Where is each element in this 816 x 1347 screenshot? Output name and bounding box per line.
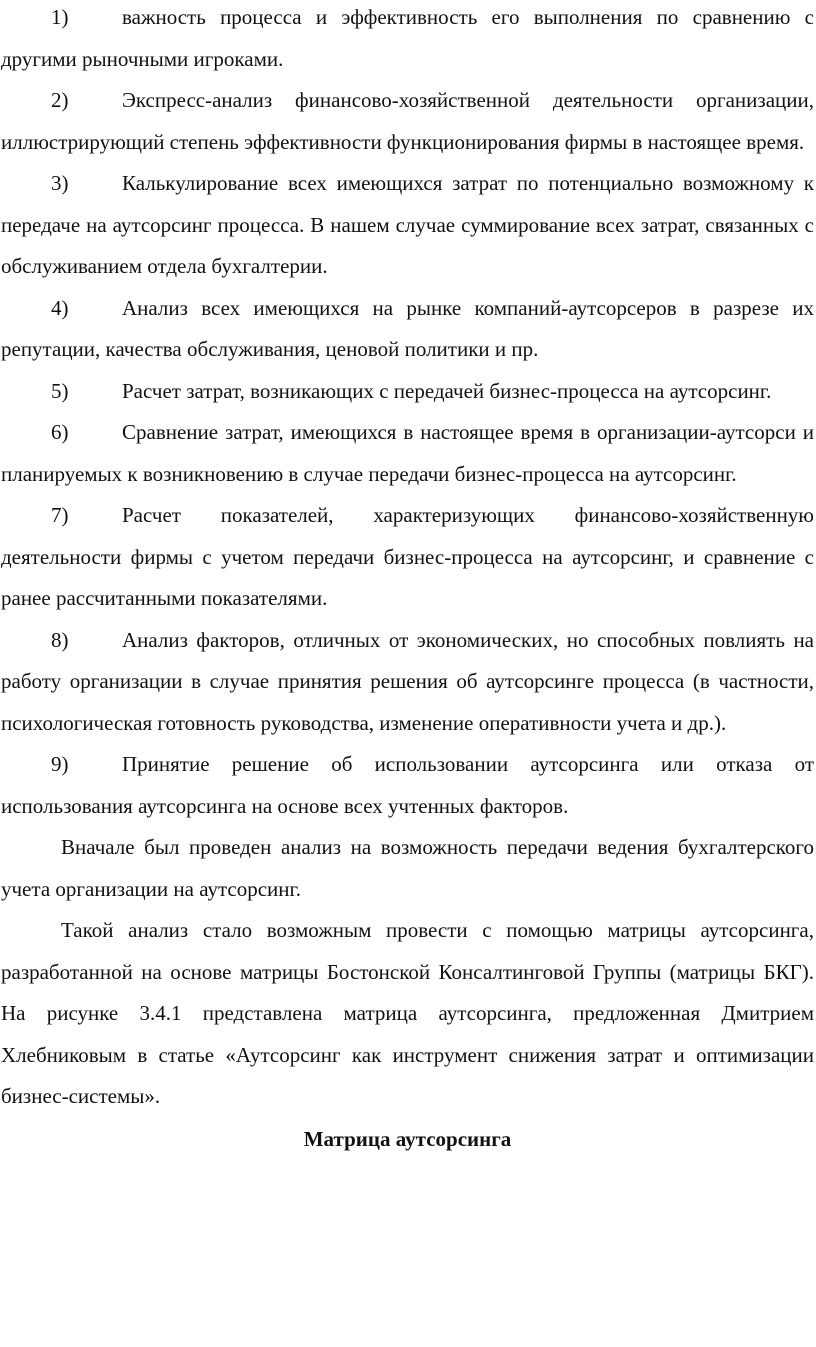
list-item [1, 744, 814, 827]
list-item-text: Принятие решение об использовании аутсорсинга или отказа от использования аутсорсинга на основе всех учтенных факторов. [1, 752, 814, 818]
list-item-text: важность процесса и эффективность его выполнения по сравнению с другими рыночными игроками. [1, 5, 814, 71]
list-item-text: Расчет показателей, характеризующих финансово-хозяйственную деятельности фирмы с учетом передачи бизнес-процесса на аутсорсинг, и сравнение с ранее рассчитанными показателями. [1, 503, 814, 610]
list-item-text: Анализ всех имеющихся на рынке компаний-аутсорсеров в разрезе их репутации, качества обслуживания, ценовой политики и пр. [1, 295, 814, 361]
list-item [1, 80, 814, 163]
list-item-text: Расчет затрат, возникающих с передачей бизнес-процесса на аутсорсинг. [122, 378, 772, 403]
list-item-number: 1) [51, 5, 69, 29]
paragraph: Такой анализ стало возможным провести с помощью матрицы аутсорсинга, разработанной на основе матрицы Бостонской Консалтинговой Группы (матрицы БКГ). На рисунке 3.4.1 представлена матрица аутсорсинга, предложенная Дмитрием Хлебниковым в статье «Аутсорсинг как инструмент снижения затрат и оптимизации бизнес-системы». [1, 918, 814, 1108]
list-item [1, 371, 814, 413]
list-item [1, 288, 814, 371]
list-item-text: Экспресс-анализ финансово-хозяйственной деятельности организации, иллюстрирующий степень эффективности функционирования фирмы в настоящее время. [1, 88, 814, 154]
list-item-number: 5) [51, 378, 69, 403]
list-item-number: 9) [51, 752, 69, 776]
list-item [1, 163, 814, 288]
list-item-number: 2) [51, 88, 69, 112]
list-item [1, 495, 814, 620]
numbered-list [1, 0, 814, 827]
list-item-text: Анализ факторов, отличных от экономических, но способных повлиять на работу организации в случае принятия решения об аутсорсинге процесса (в частности, психологическая готовность руководства, изменение оперативности учета и др.). [1, 627, 814, 735]
list-item-number: 4) [51, 295, 69, 320]
list-item-number: 7) [51, 503, 69, 527]
list-item-number: 6) [51, 420, 69, 444]
list-item [1, 620, 814, 745]
list-item [1, 0, 814, 80]
list-item-number: 8) [51, 627, 69, 652]
list-item-text: Калькулирование всех имеющихся затрат по потенциально возможному к передаче на аутсорсинг процесса. В нашем случае суммирование всех затрат, связанных с обслуживанием отдела бухгалтерии. [1, 171, 814, 278]
list-item-text: Сравнение затрат, имеющихся в настоящее время в организации-аутсорси и планируемых к возникновению в случае передачи бизнес-процесса на аутсорсинг. [1, 420, 814, 486]
paragraph: Вначале был проведен анализ на возможность передачи ведения бухгалтерского учета организации на аутсорсинг. [1, 835, 814, 901]
body-text [1, 827, 814, 1118]
list-item-number: 3) [51, 171, 69, 195]
figure-caption: Матрица аутсорсинга [303, 1126, 512, 1151]
list-item [1, 412, 814, 495]
